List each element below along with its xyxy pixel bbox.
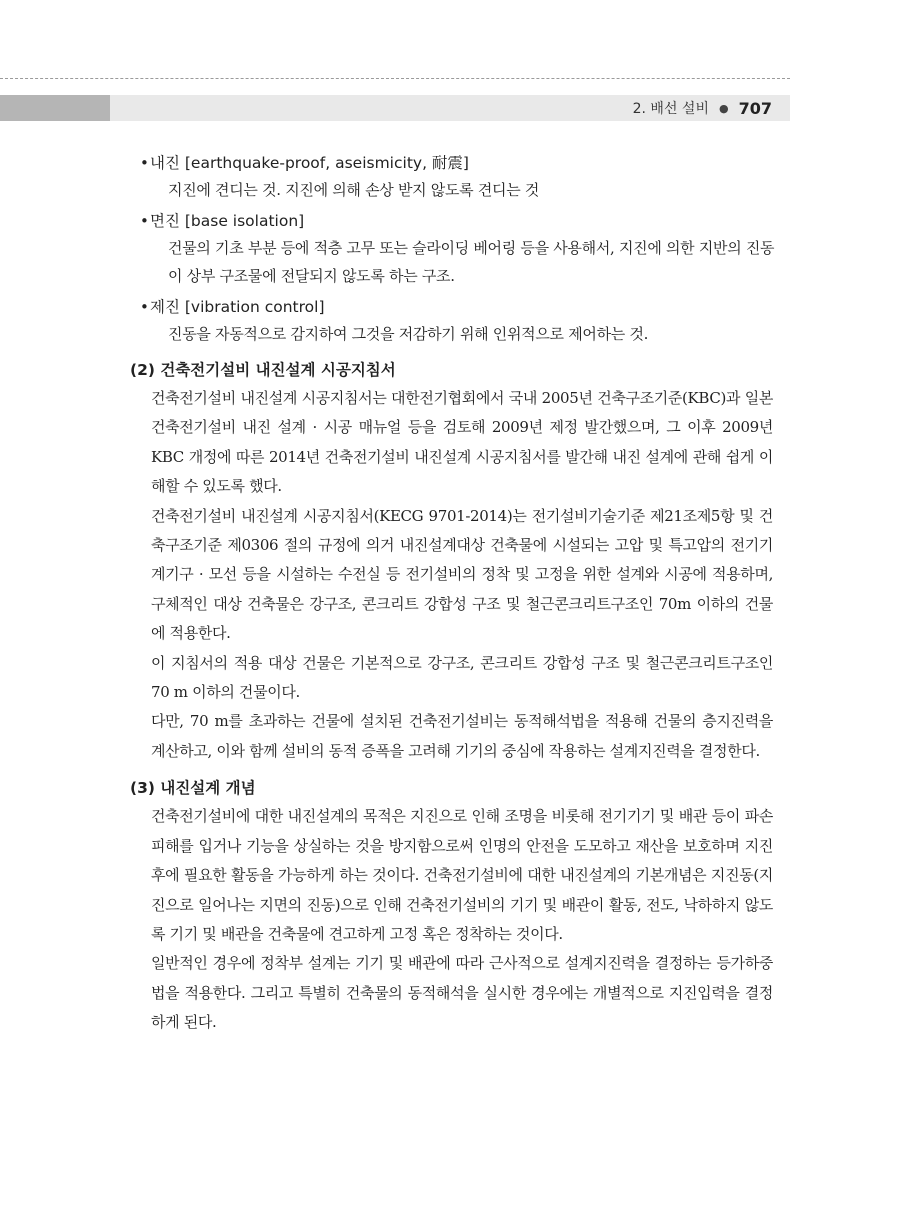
term-definition: 지진에 견디는 것. 지진에 의해 손상 받지 않도록 견디는 것 [168,181,540,199]
term-naejin [140,150,900,176]
bullet-icon: • [140,154,149,172]
term-definition: 건물의 기초 부분 등에 적층 고무 또는 슬라이딩 베어링 등을 사용해서, 지진에 의한 지반의 진동이 상부 구조물에 전달되지 않도록 하는 구조. [168,239,775,285]
term-title: 제진 [vibration control] [150,298,325,316]
term-title: 면진 [base isolation] [150,212,305,230]
term-definition: 진동을 자동적으로 감지하여 그것을 저감하기 위해 인위적으로 제어하는 것. [168,325,649,343]
running-header [0,95,790,121]
page-body [0,150,900,1038]
bullet-icon: • [140,298,149,316]
paragraph: 건축전기설비 내진설계 시공지침서는 대한전기협회에서 국내 2005년 건축구조기준(KBC)과 일본 건축전기설비 내진 설계 · 시공 매뉴얼 등을 검토해 2009년 제정 발간했으며, 그 이후 2009년 KBC 개정에 따른 2014년 건축전기설비 내진설계 시공지침서를 발간해 내진 설계에 관해 쉽게 이해할 수 있도록 했다. [151,389,773,496]
section-heading-concept: (3) 내진설계 개념 [130,779,256,798]
term-title: 내진 [earthquake-proof, aseismicity, 耐震] [150,154,469,172]
header-gray-block [0,95,110,121]
paragraph: 일반적인 경우에 정착부 설계는 기기 및 배관에 따라 근사적으로 설계지진력을 결정하는 등가하중법을 적용한다. 그리고 특별히 건축물의 동적해석을 실시한 경우에는 개별적으로 지진입력을 결정하게 된다. [151,954,774,1032]
paragraph: 건축전기설비에 대한 내진설계의 목적은 지진으로 인해 조명을 비롯해 전기기기 및 배관 등이 파손 피해를 입거나 기능을 상실하는 것을 방지함으로써 인명의 안전을 도모하고 재산을 보호하며 지진 후에 필요한 활동을 가능하게 하는 것이다. 건축전기설비에 대한 내진설계의 기본개념은 지진동(지진으로 일어나는 지면의 진동)으로 인해 건축전기설비의 기기 및 배관이 활동, 전도, 낙하하지 않도록 기기 및 배관을 건축물에 견고하게 고정 혹은 정착하는 것이다. [151,807,773,943]
paragraph: 이 지침서의 적용 대상 건물은 기본적으로 강구조, 콘크리트 강합성 구조 및 철근콘크리트구조인 70 m 이하의 건물이다. [151,653,773,702]
page-number: 707 [738,98,772,118]
paragraph: 건축전기설비 내진설계 시공지침서(KECG 9701-2014)는 전기설비기술기준 제21조제5항 및 건축구조기준 제0306 절의 규정에 의거 내진설계대상 건축물에 시설되는 고압 및 특고압의 전기기계기구 · 모선 등을 시설하는 수전실 등 전기설비의 정착 및 고정을 위한 설계와 시공에 적용하며, 구체적인 대상 건축물은 강구조, 콘크리트 강합성 구조 및 철근콘크리트구조인 70m 이하의 건물에 적용한다. [151,506,773,643]
header-section-title: 2. 배선 설비 [632,101,709,117]
bullet-icon: • [140,212,149,230]
header-right [633,95,772,121]
header-separator-dot: ● [718,101,729,115]
header-dashed-rule [0,78,790,79]
paragraph: 다만, 70 m를 초과하는 건물에 설치된 건축전기설비는 동적해석법을 적용해 건물의 층지진력을 계산하고, 이와 함께 설비의 동적 증폭을 고려해 기기의 중심에 작용하는 설계지진력을 결정한다. [151,712,773,760]
section-heading-guideline: (2) 건축전기설비 내진설계 시공지침서 [130,361,396,379]
term-jejin [140,294,900,320]
term-myeonjin [140,208,900,234]
